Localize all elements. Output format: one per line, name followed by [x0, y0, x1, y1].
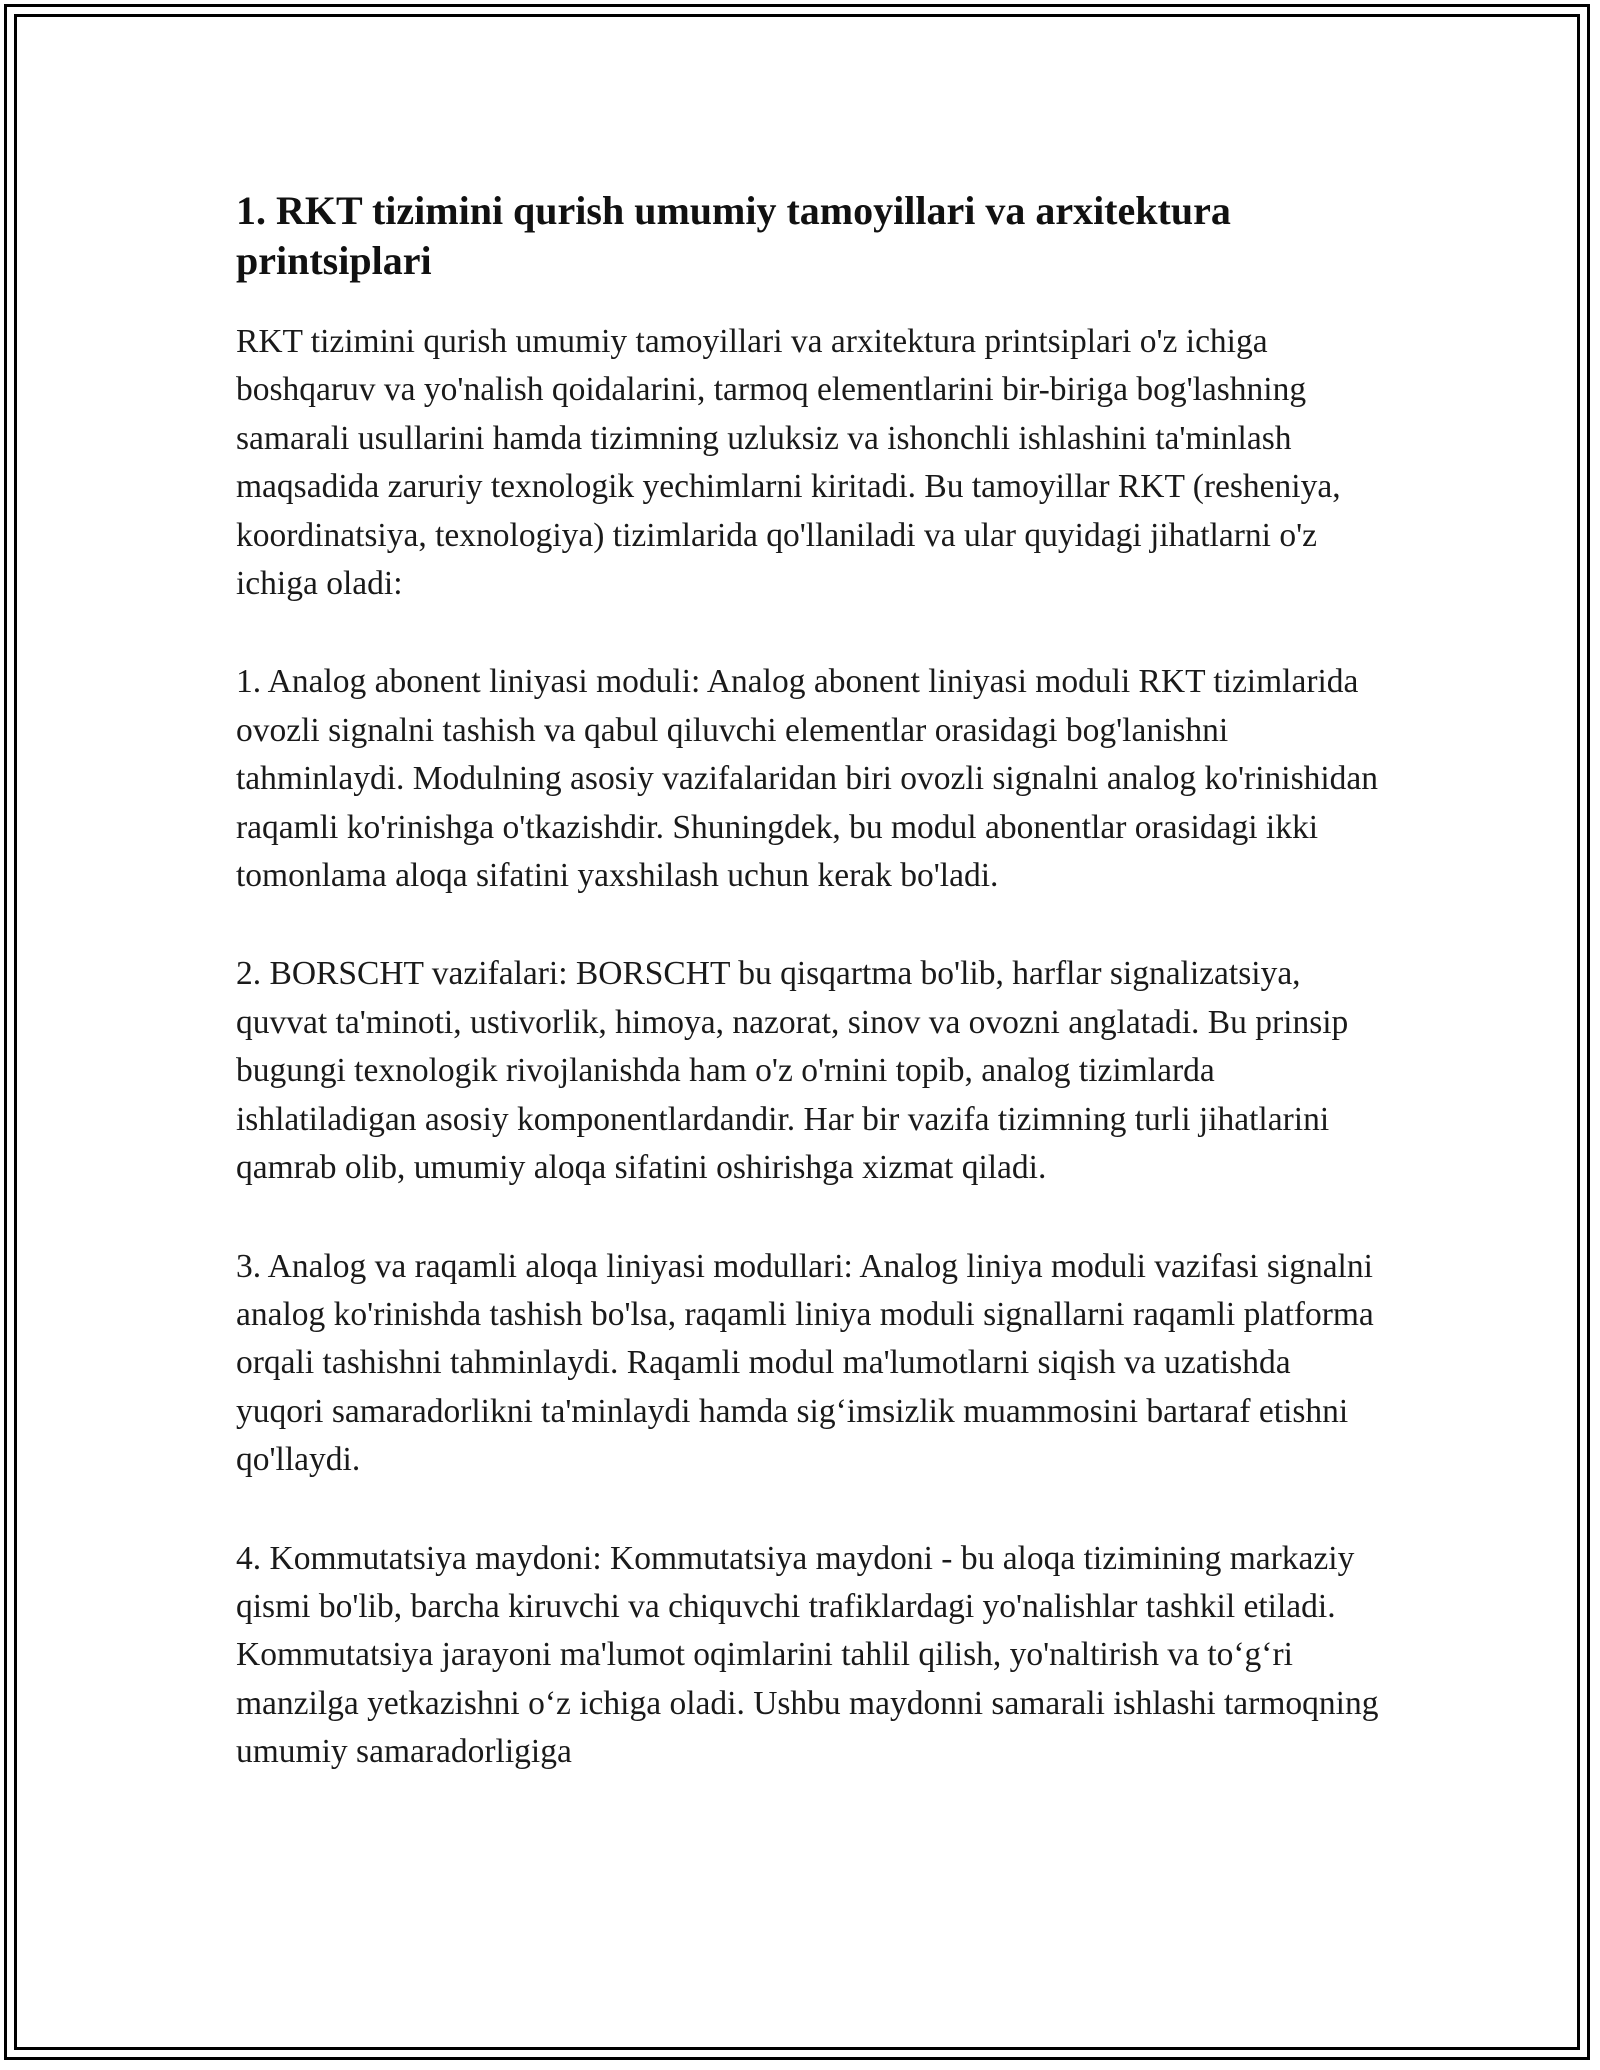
paragraph-line-modules: 3. Analog va raqamli aloqa liniyasi modullari: Analog liniya moduli vazifasi signalni analog ko'rinishda tashish bo'lsa, raqamli liniya moduli signallarni raqamli platforma orqali tashishni tahminlaydi. Raqamli modul ma'lumotlarni siqish va uzatishda yuqori samaradorlikni ta'minlaydi hamda sig‘imsizlik muammosini bartaraf etishni qo'llaydi. — [236, 1247, 1374, 1479]
paragraph-switching-field: 4. Kommutatsiya maydoni: Kommutatsiya maydoni - bu aloqa tizimining markaziy qismi bo'lib, barcha kiruvchi va chiquvchi trafiklardagi yo'nalishlar tashkil etiladi. Kommutatsiya jarayoni ma'lumot oqimlarini tahlil qilish, yo'naltirish va to‘g‘ri manzilga yetkazishni o‘z ichiga oladi. Ushbu maydonni samarali ishlashi tarmoqning umumiy samaradorligiga — [236, 1539, 1379, 1771]
document-body — [236, 186, 1386, 1827]
intro-paragraph: RKT tizimini qurish umumiy tamoyillari va arxitektura printsiplari o'z ichiga boshqaruv va yo'nalish qoidalarini, tarmoq elementlarini bir-biriga bog'lashning samarali usullarini hamda tizimning uzluksiz va ishonchli ishlashini ta'minlash maqsadida zaruriy texnologik yechimlarni kiritadi. Bu tamoyillar RKT (resheniya, koordinatsiya, texnologiya) tizimlarida qo'llaniladi va ular quyidagi jihatlarni o'z ichiga oladi: — [236, 323, 1341, 603]
paragraph-analog-subscriber-module: 1. Analog abonent liniyasi moduli: Analog abonent liniyasi moduli RKT tizimlarida ovozli signalni tashish va qabul qiluvchi elementlar orasidagi bog'lanishni tahminlaydi. Modulning asosiy vazifalaridan biri ovozli signalni analog ko'rinishidan raqamli ko'rinishga o'tkazishdir. Shuningdek, bu modul abonentlar orasidagi ikki tomonlama aloqa sifatini yaxshilash uchun kerak bo'ladi. — [236, 663, 1379, 895]
paragraph-borscht-functions: 2. BORSCHT vazifalari: BORSCHT bu qisqartma bo'lib, harflar signalizatsiya, quvvat ta'minoti, ustivorlik, himoya, nazorat, sinov va ovozni anglatadi. Bu prinsip bugungi texnologik rivojlanishda ham o'z o'rnini topib, analog tizimlarda ishlatiladigan asosiy komponentlardandir. Har bir vazifa tizimning turli jihatlarini qamrab olib, umumiy aloqa sifatini oshirishga xizmat qiladi. — [236, 955, 1349, 1187]
document-title: 1. RKT tizimini qurish umumiy tamoyillari va arxitektura printsiplari — [236, 188, 1231, 283]
